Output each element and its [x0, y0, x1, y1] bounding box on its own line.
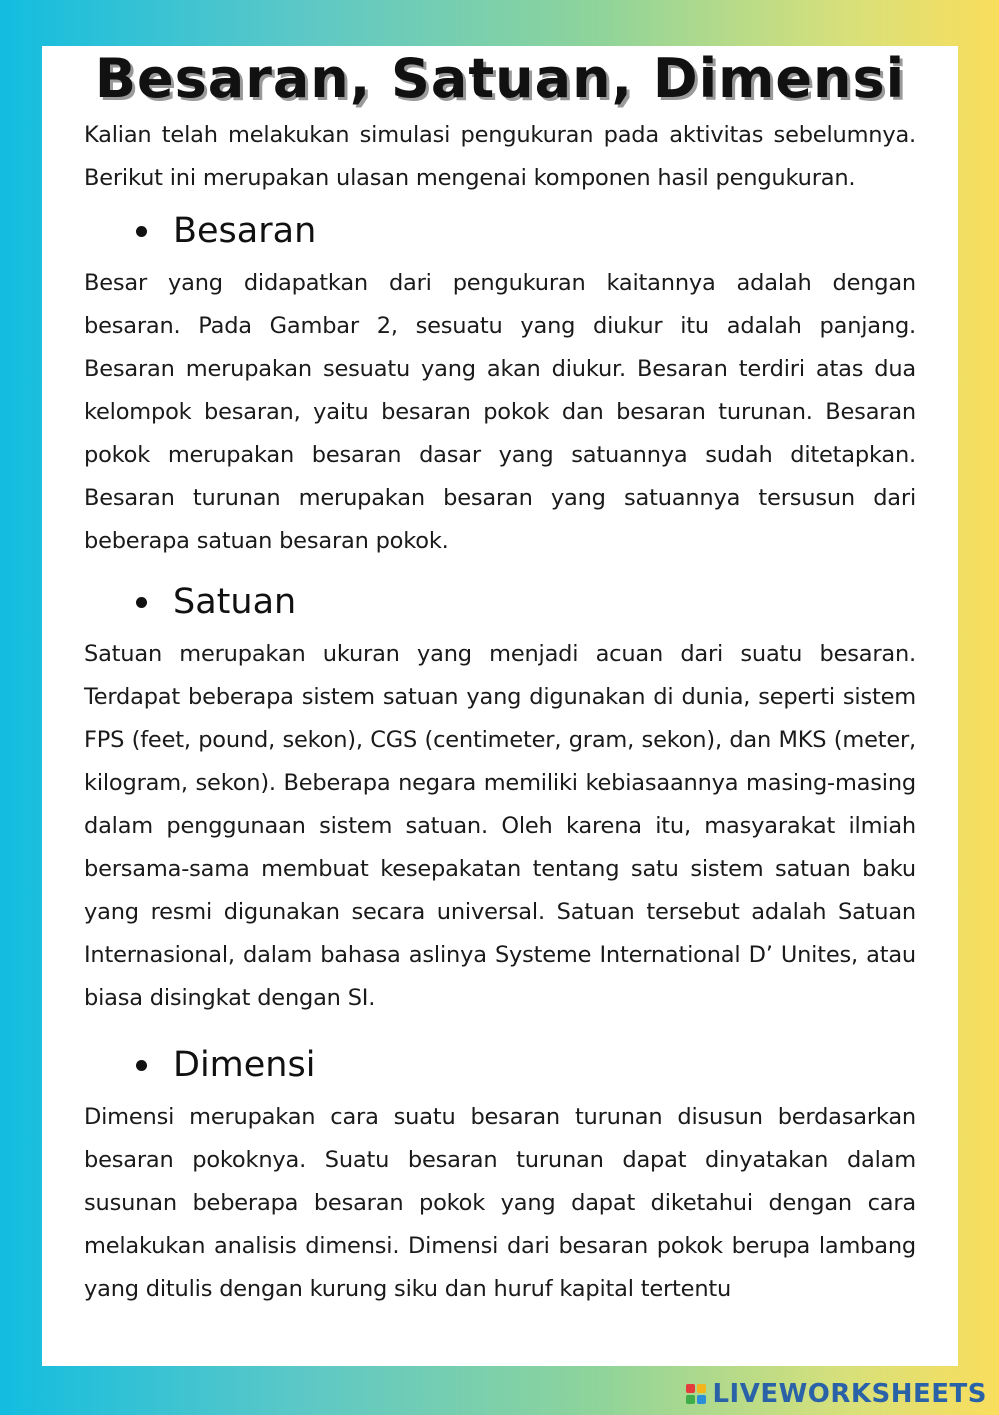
logo-square — [686, 1395, 695, 1404]
intro-paragraph: Kalian telah melakukan simulasi pengukuran pada aktivitas sebelumnya. Berikut ini merupakan ulasan mengenai komponen hasil pengukuran. — [84, 122, 916, 191]
logo-square — [686, 1384, 695, 1393]
section-heading — [136, 1034, 916, 1096]
brand-name: LIVEWORKSHEETS — [712, 1379, 987, 1409]
section-heading-label: Dimensi — [173, 1045, 316, 1085]
bullet-icon — [136, 1060, 147, 1071]
section-heading-label: Besaran — [173, 211, 317, 251]
page-title: Besaran, Satuan, Dimensi — [94, 47, 906, 110]
liveworksheets-logo-icon — [686, 1384, 706, 1404]
section-dimensi — [84, 1034, 916, 1311]
liveworksheets-logo[interactable] — [686, 1379, 987, 1409]
section-body: Besar yang didapatkan dari pengukuran kaitannya adalah dengan besaran. Pada Gambar 2, sesuatu yang diukur itu adalah panjang. Besaran merupakan sesuatu yang akan diukur. Besaran terdiri atas dua kelompok besaran, yaitu besaran pokok dan besaran turunan. Besaran pokok merupakan besaran dasar yang satuannya sudah ditetapkan. Besaran turunan merupakan besaran yang satuannya tersusun dari beberapa satuan besaran pokok. — [84, 270, 916, 554]
section-besaran — [84, 200, 916, 563]
logo-square — [697, 1384, 706, 1393]
bullet-icon — [136, 597, 147, 608]
section-satuan — [84, 571, 916, 1020]
section-heading — [136, 571, 916, 633]
section-body: Satuan merupakan ukuran yang menjadi acuan dari suatu besaran. Terdapat beberapa sistem satuan yang digunakan di dunia, seperti sistem FPS (feet, pound, sekon), CGS (centimeter, gram, sekon), dan MKS (meter, kilogram, sekon). Beberapa negara memiliki kebiasaannya masing-masing dalam penggunaan sistem satuan. Oleh karena itu, masyarakat ilmiah bersama-sama membuat kesepakatan tentang satu sistem satuan baku yang resmi digunakan secara universal. Satuan tersebut adalah Satuan Internasional, dalam bahasa aslinya Systeme International D’ Unites, atau biasa disingkat dengan SI. — [84, 641, 916, 1011]
logo-square — [697, 1395, 706, 1404]
bullet-icon — [136, 226, 147, 237]
worksheet-page — [42, 46, 958, 1366]
section-heading-label: Satuan — [173, 582, 297, 622]
section-heading — [136, 200, 916, 262]
section-body: Dimensi merupakan cara suatu besaran turunan disusun berdasarkan besaran pokoknya. Suatu besaran turunan dapat dinyatakan dalam susunan beberapa besaran pokok yang dapat diketahui dengan cara melakukan analisis dimensi. Dimensi dari besaran pokok berupa lambang yang ditulis dengan kurung siku dan huruf kapital tertentu — [84, 1104, 916, 1302]
